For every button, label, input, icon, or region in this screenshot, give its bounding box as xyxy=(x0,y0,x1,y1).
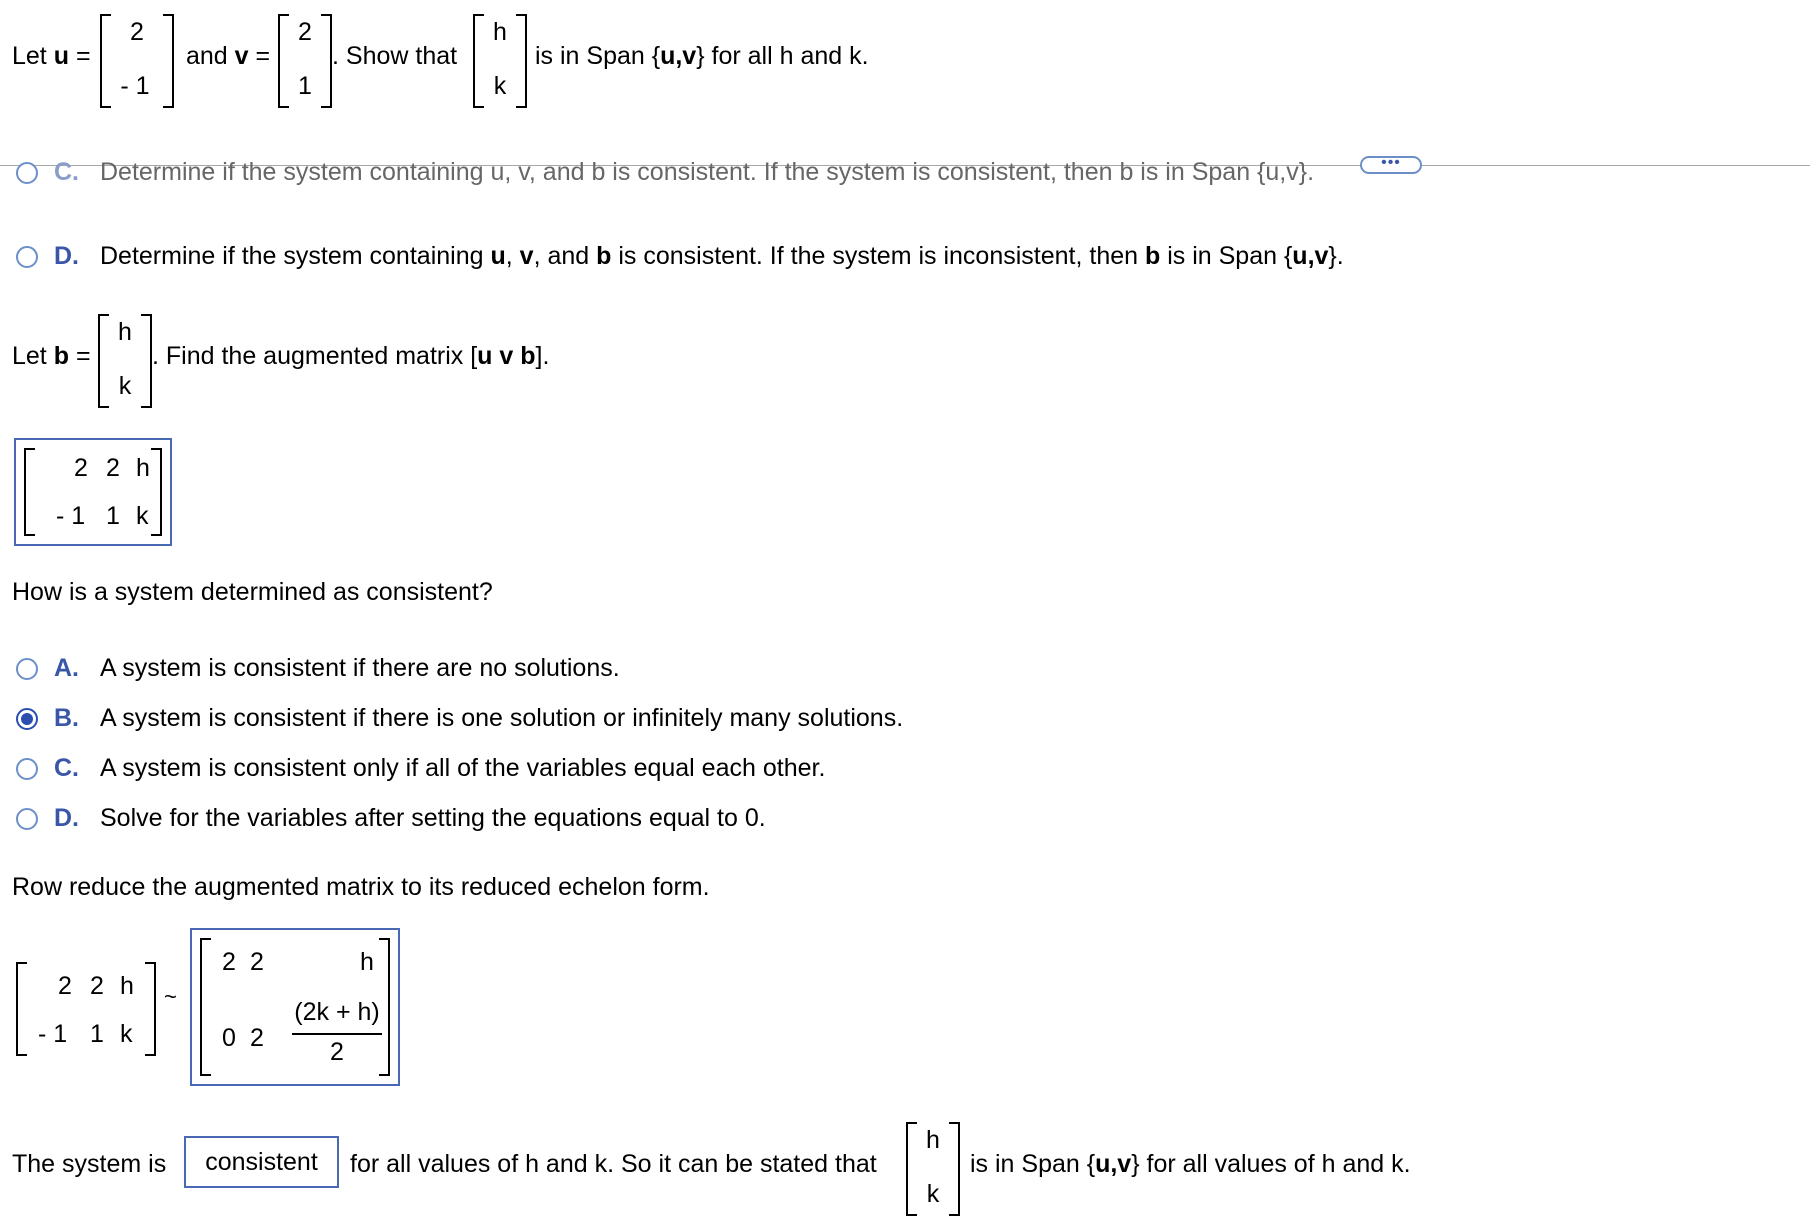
fraction-numerator: (2k + h) xyxy=(294,998,380,1026)
u-vector-entry: - 1 xyxy=(120,72,150,100)
row-reduce-prompt: Row reduce the augmented matrix to its reduced echelon form. xyxy=(12,873,710,901)
conclusion-vector-entry: h xyxy=(926,1126,940,1154)
partial-option-text: Determine if the system containing u, v, and b is consistent. If the system is consistent, then b is in Span {u,v}. xyxy=(100,158,1315,186)
option-b-text[interactable]: A system is consistent if there is one solution or infinitely many solutions. xyxy=(100,704,904,732)
reduced-matrix-answer[interactable] xyxy=(190,928,400,1086)
option-d-letter: D. xyxy=(54,804,79,832)
b-vector xyxy=(98,314,152,408)
radio-prev-option-d[interactable] xyxy=(16,246,38,268)
header-and-v: and v = xyxy=(186,42,271,70)
augmented-matrix-answer[interactable] xyxy=(14,438,172,546)
matrix-cell: 1 xyxy=(106,502,120,530)
v-vector xyxy=(278,14,332,108)
option-c-letter: C. xyxy=(54,754,79,782)
hk-vector xyxy=(473,14,527,108)
matrix-cell: h xyxy=(360,948,374,976)
header-let-u: Let u = xyxy=(12,42,91,70)
conclusion-suffix: is in Span {u,v} for all values of h and k. xyxy=(970,1150,1411,1178)
row-equivalent-tilde: ~ xyxy=(164,984,177,1009)
radio-option-b[interactable] xyxy=(16,708,38,730)
hk-vector-entry: k xyxy=(493,72,507,100)
matrix-cell: h xyxy=(120,972,134,1000)
matrix-cell: - 1 xyxy=(38,1020,68,1048)
conclusion-prefix: The system is xyxy=(12,1150,167,1178)
matrix-cell: - 1 xyxy=(56,502,86,530)
conclusion-hk-vector xyxy=(906,1122,960,1216)
v-vector-entry: 1 xyxy=(298,72,312,100)
option-c-text[interactable]: A system is consistent only if all of the variables equal each other. xyxy=(100,754,826,782)
find-augmented-prompt: . Find the augmented matrix [u v b]. xyxy=(152,342,550,370)
more-options-button[interactable]: ••• xyxy=(1360,156,1422,174)
original-matrix xyxy=(16,962,156,1056)
matrix-cell: 1 xyxy=(90,1020,104,1048)
matrix-cell: k xyxy=(136,502,149,530)
radio-partial-c[interactable] xyxy=(16,162,38,184)
matrix-cell: 2 xyxy=(58,972,72,1000)
radio-option-d[interactable] xyxy=(16,808,38,830)
option-a-text[interactable]: A system is consistent if there are no solutions. xyxy=(100,654,620,682)
consistency-answer-box[interactable]: consistent xyxy=(184,1136,339,1188)
matrix-cell: 2 xyxy=(74,454,88,482)
matrix-cell: 2 xyxy=(90,972,104,1000)
radio-option-c[interactable] xyxy=(16,758,38,780)
option-b-letter: B. xyxy=(54,704,79,732)
reduced-matrix xyxy=(200,938,390,1076)
radio-option-a[interactable] xyxy=(16,658,38,680)
conclusion-vector-entry: k xyxy=(926,1180,940,1208)
matrix-cell: k xyxy=(120,1020,133,1048)
matrix-cell: 2 xyxy=(222,948,236,976)
matrix-cell: 2 xyxy=(250,1024,264,1052)
partial-option-clipped xyxy=(0,158,1500,212)
option-d-text[interactable]: Solve for the variables after setting the equations equal to 0. xyxy=(100,804,766,832)
let-b-label: Let b = xyxy=(12,342,91,370)
v-vector-entry: 2 xyxy=(298,18,312,46)
header-span-text: is in Span {u,v} for all h and k. xyxy=(535,42,869,70)
partial-option-letter: C. xyxy=(54,158,79,186)
b-vector-entry: k xyxy=(118,372,132,400)
matrix-cell: 2 xyxy=(106,454,120,482)
matrix-cell: 2 xyxy=(250,948,264,976)
matrix-cell: h xyxy=(136,454,150,482)
u-vector-entry: 2 xyxy=(130,18,144,46)
header-show-that: . Show that xyxy=(332,42,458,70)
u-vector xyxy=(100,14,174,108)
consistency-question: How is a system determined as consistent? xyxy=(12,578,493,606)
fraction-denominator: 2 xyxy=(330,1038,344,1066)
option-a-letter: A. xyxy=(54,654,79,682)
hk-vector-entry: h xyxy=(493,18,507,46)
prev-option-d-text: Determine if the system containing u, v, and b is consistent. If the system is inconsistent, then b is in Span {u,v}. xyxy=(100,242,1344,270)
augmented-matrix xyxy=(24,448,162,536)
matrix-cell: 0 xyxy=(222,1024,236,1052)
prev-option-d-letter: D. xyxy=(54,242,79,270)
fraction-bar xyxy=(292,1033,382,1035)
b-vector-entry: h xyxy=(118,318,132,346)
conclusion-middle: for all values of h and k. So it can be stated that xyxy=(350,1150,877,1178)
